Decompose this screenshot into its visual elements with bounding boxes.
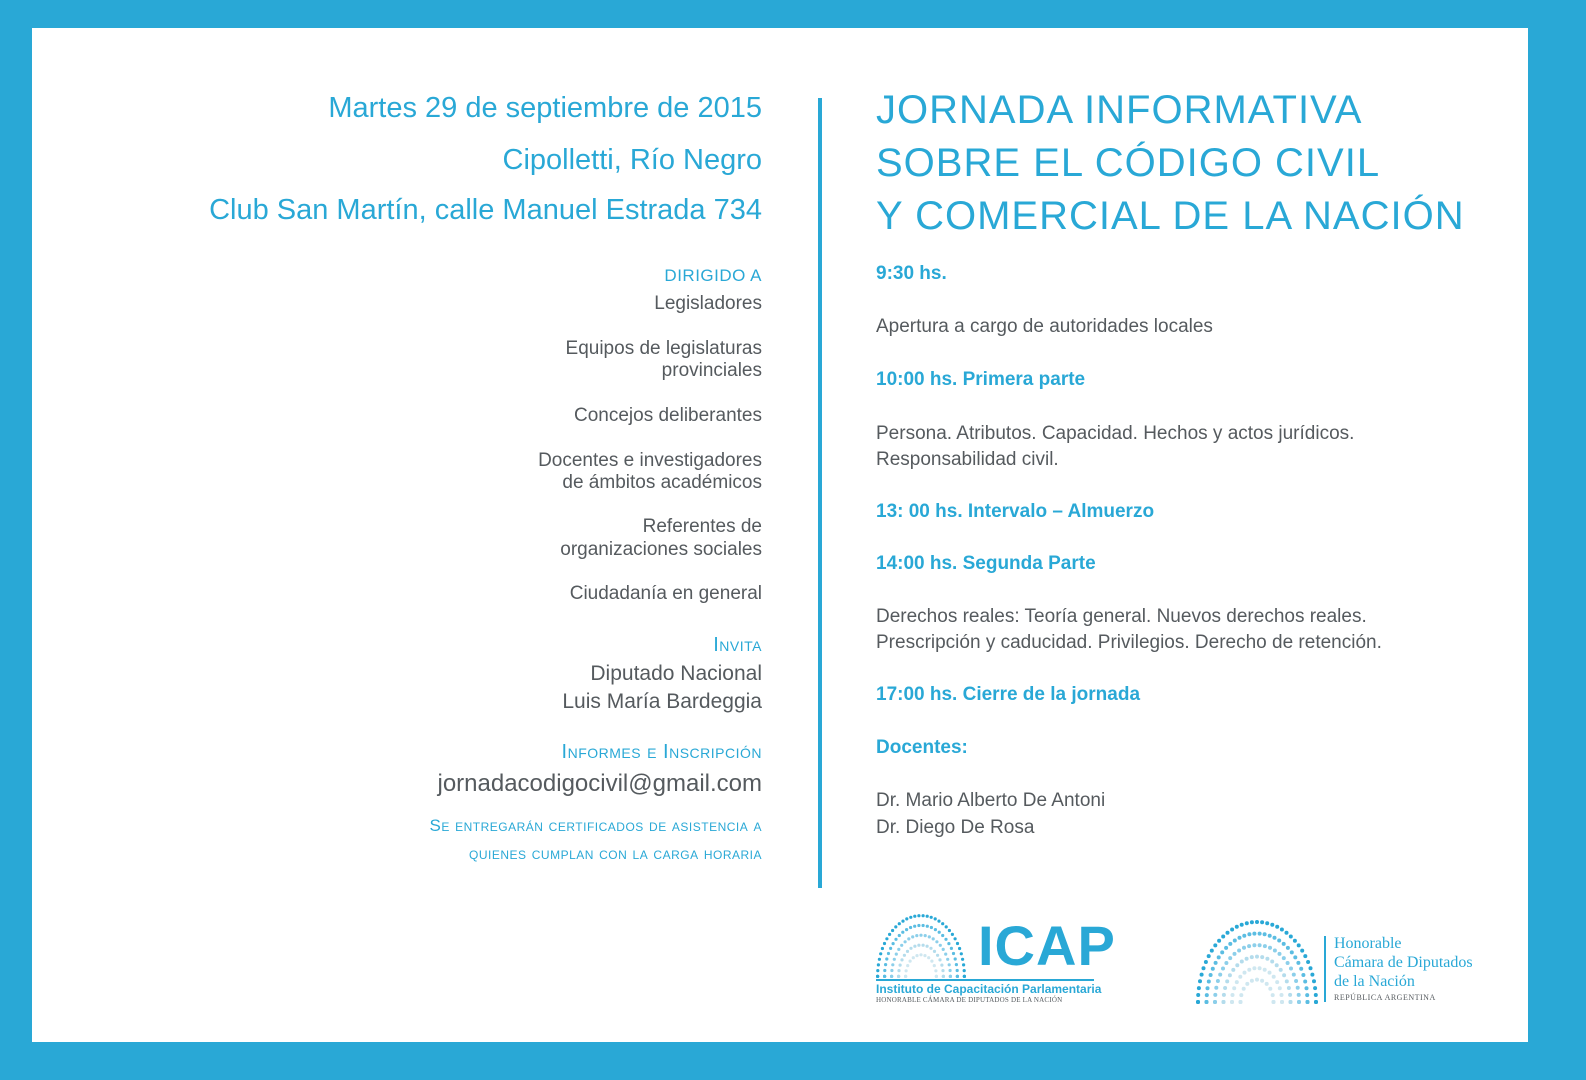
event-title: Y COMERCIAL DE LA NACIÓN	[876, 194, 1465, 238]
hcd-arch-logo-icon	[1196, 920, 1318, 1004]
audience-item: Equipos de legislaturas	[565, 338, 762, 359]
schedule-description: Derechos reales: Teoría general. Nuevos derechos reales.	[876, 606, 1367, 627]
schedule-description: Prescripción y caducidad. Privilegios. Derecho de retención.	[876, 632, 1382, 653]
event-title: SOBRE EL CÓDIGO CIVIL	[876, 141, 1381, 185]
audience-item: Ciudadanía en general	[569, 583, 762, 604]
event-city: Cipolletti, Río Negro	[502, 144, 762, 176]
audience-item: Legisladores	[654, 293, 762, 314]
hcd-country: REPÚBLICA ARGENTINA	[1334, 993, 1436, 1002]
column-divider	[818, 98, 822, 888]
teacher-name: Dr. Diego De Rosa	[876, 817, 1035, 838]
audience-item: de ámbitos académicos	[562, 472, 762, 493]
audience-item: Concejos deliberantes	[573, 405, 762, 426]
icap-subtitle-house: HONORABLE CÁMARA DE DIPUTADOS DE LA NACIÓN	[876, 996, 1063, 1004]
event-date: Martes 29 de septiembre de 2015	[328, 92, 762, 124]
invite-heading: Invita	[713, 634, 762, 656]
event-title: JORNADA INFORMATIVA	[876, 88, 1363, 132]
schedule-time: 17:00 hs. Cierre de la jornada	[876, 684, 1141, 705]
hcd-name: Cámara de Diputados	[1334, 954, 1473, 971]
schedule-time: 13: 00 hs. Intervalo – Almuerzo	[876, 501, 1155, 522]
icap-subtitle: Instituto de Capacitación Parlamentaria	[876, 982, 1102, 996]
audience-item: Docentes e investigadores	[538, 450, 762, 471]
hcd-name: de la Nación	[1334, 973, 1415, 990]
teachers-heading: Docentes:	[876, 737, 968, 758]
audience-heading: DIRIGIDO A	[664, 266, 762, 285]
icap-arch-logo-icon	[876, 914, 966, 978]
audience-item: organizaciones sociales	[560, 539, 762, 560]
icap-logo-rule	[876, 979, 1094, 981]
certificate-note: Se entregarán certificados de asistencia a	[429, 816, 762, 835]
registration-email[interactable]: jornadacodigocivil@gmail.com	[437, 770, 762, 797]
invite-name: Luis María Bardeggia	[562, 690, 762, 713]
schedule-time: 14:00 hs. Segunda Parte	[876, 553, 1096, 574]
schedule-description: Apertura a cargo de autoridades locales	[876, 316, 1213, 337]
schedule-description: Persona. Atributos. Capacidad. Hechos y actos jurídicos.	[876, 423, 1355, 444]
schedule-description: Responsabilidad civil.	[876, 449, 1059, 470]
hcd-logo-rule	[1324, 936, 1326, 1002]
schedule-time: 9:30 hs.	[876, 263, 947, 284]
registration-heading: Informes e Inscripción	[561, 741, 762, 763]
invite-role: Diputado Nacional	[590, 662, 762, 685]
schedule-time: 10:00 hs. Primera parte	[876, 369, 1086, 390]
teacher-name: Dr. Mario Alberto De Antoni	[876, 790, 1106, 811]
hcd-name: Honorable	[1334, 935, 1402, 952]
icap-logo-text: ICAP	[978, 914, 1116, 977]
audience-item: Referentes de	[642, 516, 762, 537]
certificate-note: quienes cumplan con la carga horaria	[469, 844, 762, 863]
event-venue: Club San Martín, calle Manuel Estrada 734	[209, 194, 762, 226]
audience-item: provinciales	[661, 360, 762, 381]
